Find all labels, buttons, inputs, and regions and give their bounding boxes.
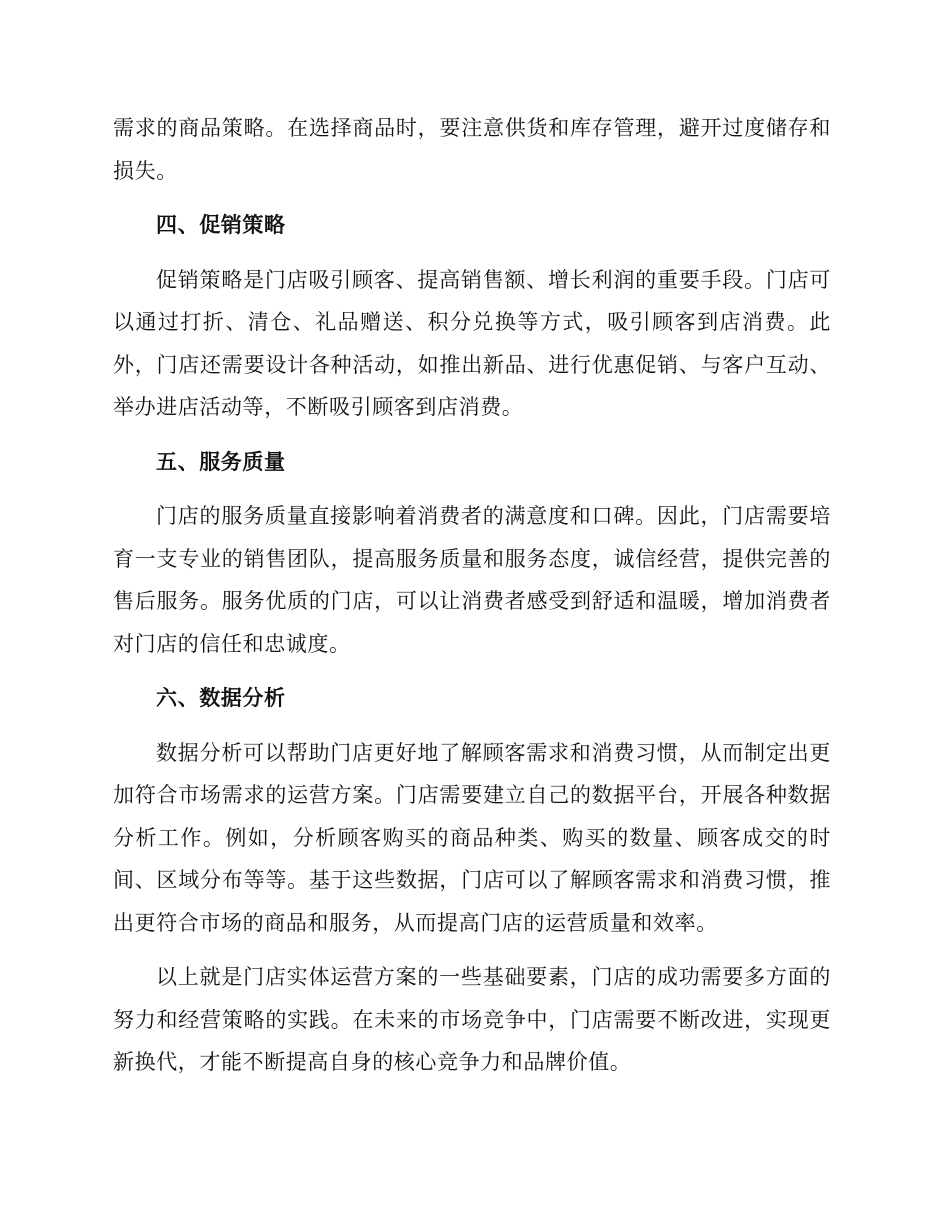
paragraph-continued: 需求的商品策略。在选择商品时，要注意供货和库存管理，避开过度储存和损失。 <box>113 116 831 183</box>
document-body <box>113 107 831 1084</box>
paragraph-promotion: 促销策略是门店吸引顾客、提高销售额、增长利润的重要手段。门店可以通过打折、清仓、礼品赠送、积分兑换等方式，吸引顾客到店消费。此外，门店还需要设计各种活动，如推出新品、进行优惠促销、与客户互动、举办进店活动等，不断吸引顾客到店消费。 <box>113 267 831 419</box>
section-heading-promotion: 四、促销策略 <box>156 212 286 237</box>
section-heading-data-analysis: 六、数据分析 <box>156 685 286 710</box>
section-heading-service: 五、服务质量 <box>156 448 286 474</box>
paragraph-service: 门店的服务质量直接影响着消费者的满意度和口碑。因此，门店需要培育一支专业的销售团队，提高服务质量和服务态度，诚信经营，提供完善的售后服务。服务优质的门店，可以让消费者感受到舒适和温暖，增加消费者对门店的信任和忠诚度。 <box>113 504 831 656</box>
paragraph-data-analysis: 数据分析可以帮助门店更好地了解顾客需求和消费习惯，从而制定出更加符合市场需求的运营方案。门店需要建立自己的数据平台，开展各种数据分析工作。例如，分析顾客购买的商品种类、购买的数量、顾客成交的时间、区域分布等等。基于这些数据，门店可以了解顾客需求和消费习惯，推出更符合市场的商品和服务，从而提高门店的运营质量和效率。 <box>113 740 831 935</box>
paragraph-conclusion: 以上就是门店实体运营方案的一些基础要素，门店的成功需要多方面的努力和经营策略的实践。在未来的市场竞争中，门店需要不断改进，实现更新换代，才能不断提高自身的核心竞争力和品牌价值。 <box>113 965 831 1074</box>
